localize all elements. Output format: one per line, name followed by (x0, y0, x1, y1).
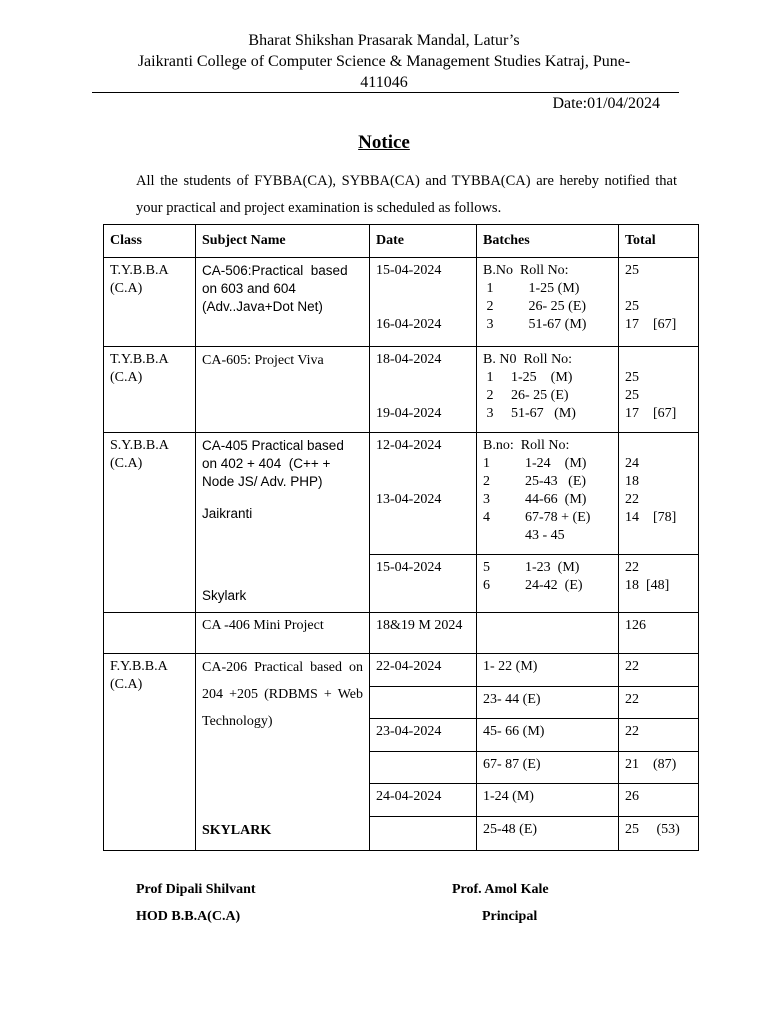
subject-cell: CA-506:Practical based on 603 and 604 (Adv..Java+Dot Net) (196, 258, 370, 347)
table-row (104, 258, 699, 347)
batches-cell: 1-24 (M) (477, 784, 619, 817)
header-batches: Batches (477, 225, 619, 258)
header-line-3: 411046 (360, 74, 408, 91)
subject-cell (196, 654, 370, 851)
total-cell: 26 (619, 784, 699, 817)
date-cell (370, 347, 477, 433)
class-cell (104, 613, 196, 654)
table-row (104, 347, 699, 433)
table-row (104, 654, 699, 687)
class-cell: T.Y.B.B.A (C.A) (104, 258, 196, 347)
class-cell: T.Y.B.B.A (C.A) (104, 347, 196, 433)
class-cell: S.Y.B.B.A (C.A) (104, 433, 196, 613)
table-row (104, 433, 699, 555)
date-value: 15-04-2024 (376, 263, 442, 278)
date-value: 12-04-2024 (376, 438, 442, 453)
principal-name: Prof. Amol Kale (452, 882, 549, 897)
batches-cell (477, 613, 619, 654)
hod-name: Prof Dipali Shilvant (136, 882, 256, 897)
class-cell: F.Y.B.B.A (C.A) (104, 654, 196, 851)
batches-cell: B. N0 Roll No: 1 1-25 (M) 2 26- 25 (E) 3 51-67 (M) (477, 347, 619, 433)
date-value: 16-04-2024 (376, 317, 442, 332)
notice-date: Date:01/04/2024 (552, 95, 660, 112)
date-cell: 22-04-2024 (370, 654, 477, 687)
campus-label: Jaikranti (202, 506, 253, 521)
total-cell: 126 (619, 613, 699, 654)
date-cell (370, 752, 477, 784)
subject-text: CA-605: Project Viva (202, 353, 324, 368)
date-cell: 23-04-2024 (370, 719, 477, 752)
date-cell (370, 433, 477, 555)
table-header-row (104, 225, 699, 258)
batches-cell: B.no: Roll No: 1 1-24 (M) 2 25-43 (E) 3 44-66 (M) 4 67-78 + (E) 43 - 45 (477, 433, 619, 555)
batches-cell: 23- 44 (E) (477, 687, 619, 719)
batches-cell: 67- 87 (E) (477, 752, 619, 784)
principal-title: Principal (482, 909, 538, 924)
date-cell: 15-04-2024 (370, 555, 477, 613)
date-cell (370, 258, 477, 347)
exam-schedule-table (103, 224, 699, 851)
total-cell: 21 (87) (619, 752, 699, 784)
subject-text: CA-206 Practical based on 204 +205 (RDBMS + Web Technology) (202, 660, 363, 729)
hod-title: HOD B.B.A(C.A) (136, 909, 241, 924)
header-date: Date (370, 225, 477, 258)
total-cell: 25 (53) (619, 817, 699, 851)
subject-cell: CA -406 Mini Project (196, 613, 370, 654)
total-cell: 25 25 17 [67] (619, 347, 699, 433)
campus-label: Skylark (202, 588, 247, 603)
batches-cell: 5 1-23 (M) 6 24-42 (E) (477, 555, 619, 613)
total-cell: 22 (619, 654, 699, 687)
total-cell: 22 (619, 687, 699, 719)
date-cell: 24-04-2024 (370, 784, 477, 817)
header-total: Total (619, 225, 699, 258)
header-line-2: Jaikranti College of Computer Science & Management Studies Katraj, Pune- (137, 53, 631, 70)
notice-intro: All the students of FYBBA(CA), SYBBA(CA) and TYBBA(CA) are hereby notified that your practical and project examination is scheduled as follows. (136, 173, 677, 216)
notice-title: Notice (358, 132, 410, 153)
header-divider (92, 92, 679, 93)
total-cell: 22 18 [48] (619, 555, 699, 613)
header-line-1: Bharat Shikshan Prasarak Mandal, Latur’s (248, 32, 520, 49)
total-cell: 22 (619, 719, 699, 752)
total-cell: 25 25 17 [67] (619, 258, 699, 347)
batches-cell: 1- 22 (M) (477, 654, 619, 687)
subject-cell (196, 433, 370, 613)
batches-cell: B.No Roll No: 1 1-25 (M) 2 26- 25 (E) 3 51-67 (M) (477, 258, 619, 347)
date-value: 13-04-2024 (376, 492, 442, 507)
campus-label: SKYLARK (202, 823, 272, 838)
total-cell: 24 18 22 14 [78] (619, 433, 699, 555)
header-subject: Subject Name (196, 225, 370, 258)
table-row (104, 613, 699, 654)
header-class: Class (104, 225, 196, 258)
date-cell (370, 817, 477, 851)
batches-cell: 45- 66 (M) (477, 719, 619, 752)
subject-text: CA-405 Practical based on 402 + 404 (C++ + Node JS/ Adv. PHP) (202, 438, 344, 489)
batches-cell: 25-48 (E) (477, 817, 619, 851)
date-value: 19-04-2024 (376, 406, 442, 421)
date-cell: 18&19 M 2024 (370, 613, 477, 654)
date-value: 18-04-2024 (376, 352, 442, 367)
subject-cell (196, 347, 370, 433)
date-cell (370, 687, 477, 719)
